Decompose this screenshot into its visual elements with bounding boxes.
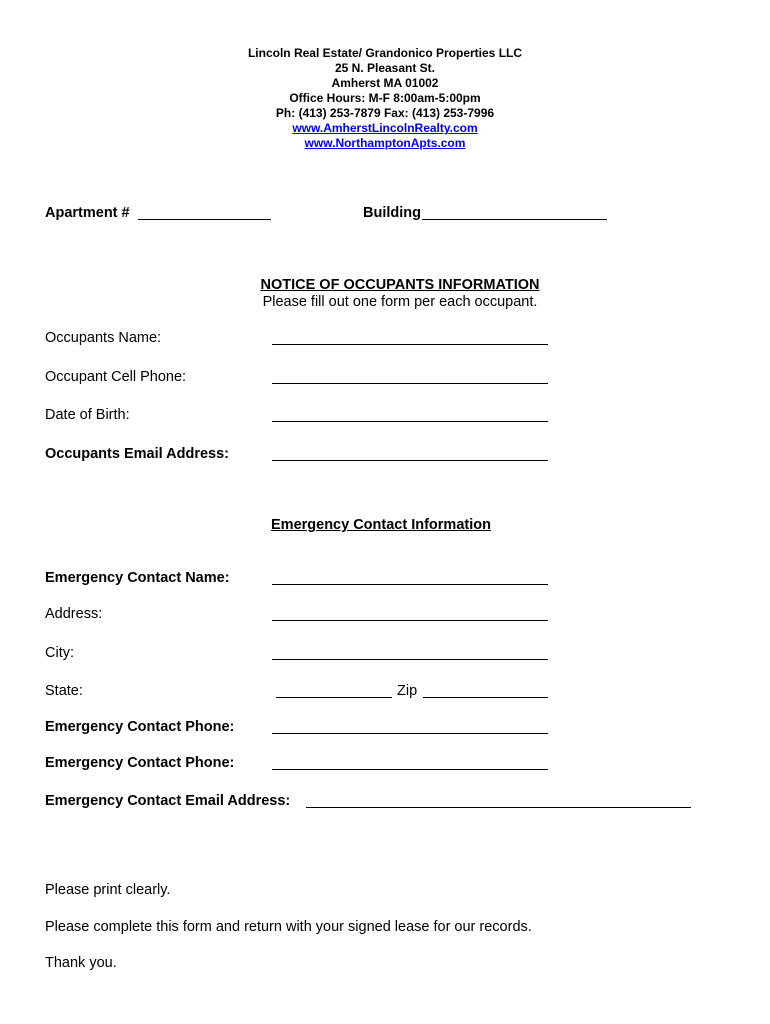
- address-label: Address:: [45, 606, 103, 622]
- footer-return-instructions: Please complete this form and return with your signed lease for our records.: [45, 919, 532, 935]
- emergency-phone-blank-2[interactable]: [272, 769, 548, 770]
- occupant-cell-blank[interactable]: [272, 383, 548, 384]
- date-of-birth-blank[interactable]: [272, 421, 548, 422]
- state-label: State:: [45, 683, 83, 699]
- state-blank[interactable]: [276, 697, 392, 698]
- building-blank[interactable]: [422, 219, 607, 220]
- street-address: 25 N. Pleasant St.: [334, 61, 436, 75]
- notice-title: NOTICE OF OCCUPANTS INFORMATION: [260, 277, 540, 293]
- emergency-email-label: Emergency Contact Email Address:: [45, 793, 291, 809]
- city-address: Amherst MA 01002: [331, 76, 439, 90]
- building-label: Building: [363, 205, 421, 221]
- emergency-name-label: Emergency Contact Name:: [45, 570, 230, 586]
- occupant-email-blank[interactable]: [272, 460, 548, 461]
- occupant-cell-label: Occupant Cell Phone:: [45, 369, 187, 385]
- amherst-website-link[interactable]: www.AmherstLincolnRealty.com: [292, 121, 478, 135]
- phone-fax: Ph: (413) 253-7879 Fax: (413) 253-7996: [275, 106, 495, 120]
- emergency-name-blank[interactable]: [272, 584, 548, 585]
- emergency-phone-label-1: Emergency Contact Phone:: [45, 719, 235, 735]
- northampton-website-link[interactable]: www.NorthamptonApts.com: [304, 136, 466, 150]
- city-blank[interactable]: [272, 659, 548, 660]
- emergency-phone-label-2: Emergency Contact Phone:: [45, 755, 235, 771]
- notice-subtitle: Please fill out one form per each occupant.: [262, 294, 538, 310]
- date-of-birth-label: Date of Birth:: [45, 407, 130, 423]
- footer-thank-you: Thank you.: [45, 955, 117, 971]
- apartment-label: Apartment #: [45, 205, 130, 221]
- zip-label: Zip: [397, 683, 418, 699]
- company-name: Lincoln Real Estate/ Grandonico Properties LLC: [247, 46, 523, 60]
- emergency-title: Emergency Contact Information: [271, 517, 491, 533]
- zip-blank[interactable]: [423, 697, 548, 698]
- city-label: City:: [45, 645, 74, 661]
- office-hours: Office Hours: M-F 8:00am-5:00pm: [289, 91, 481, 105]
- apartment-blank[interactable]: [138, 219, 271, 220]
- emergency-email-blank[interactable]: [306, 807, 691, 808]
- occupant-name-label: Occupants Name:: [45, 330, 162, 346]
- occupant-name-blank[interactable]: [272, 344, 548, 345]
- occupant-email-label: Occupants Email Address:: [45, 446, 229, 462]
- footer-print-clearly: Please print clearly.: [45, 882, 171, 898]
- emergency-phone-blank-1[interactable]: [272, 733, 548, 734]
- address-blank[interactable]: [272, 620, 548, 621]
